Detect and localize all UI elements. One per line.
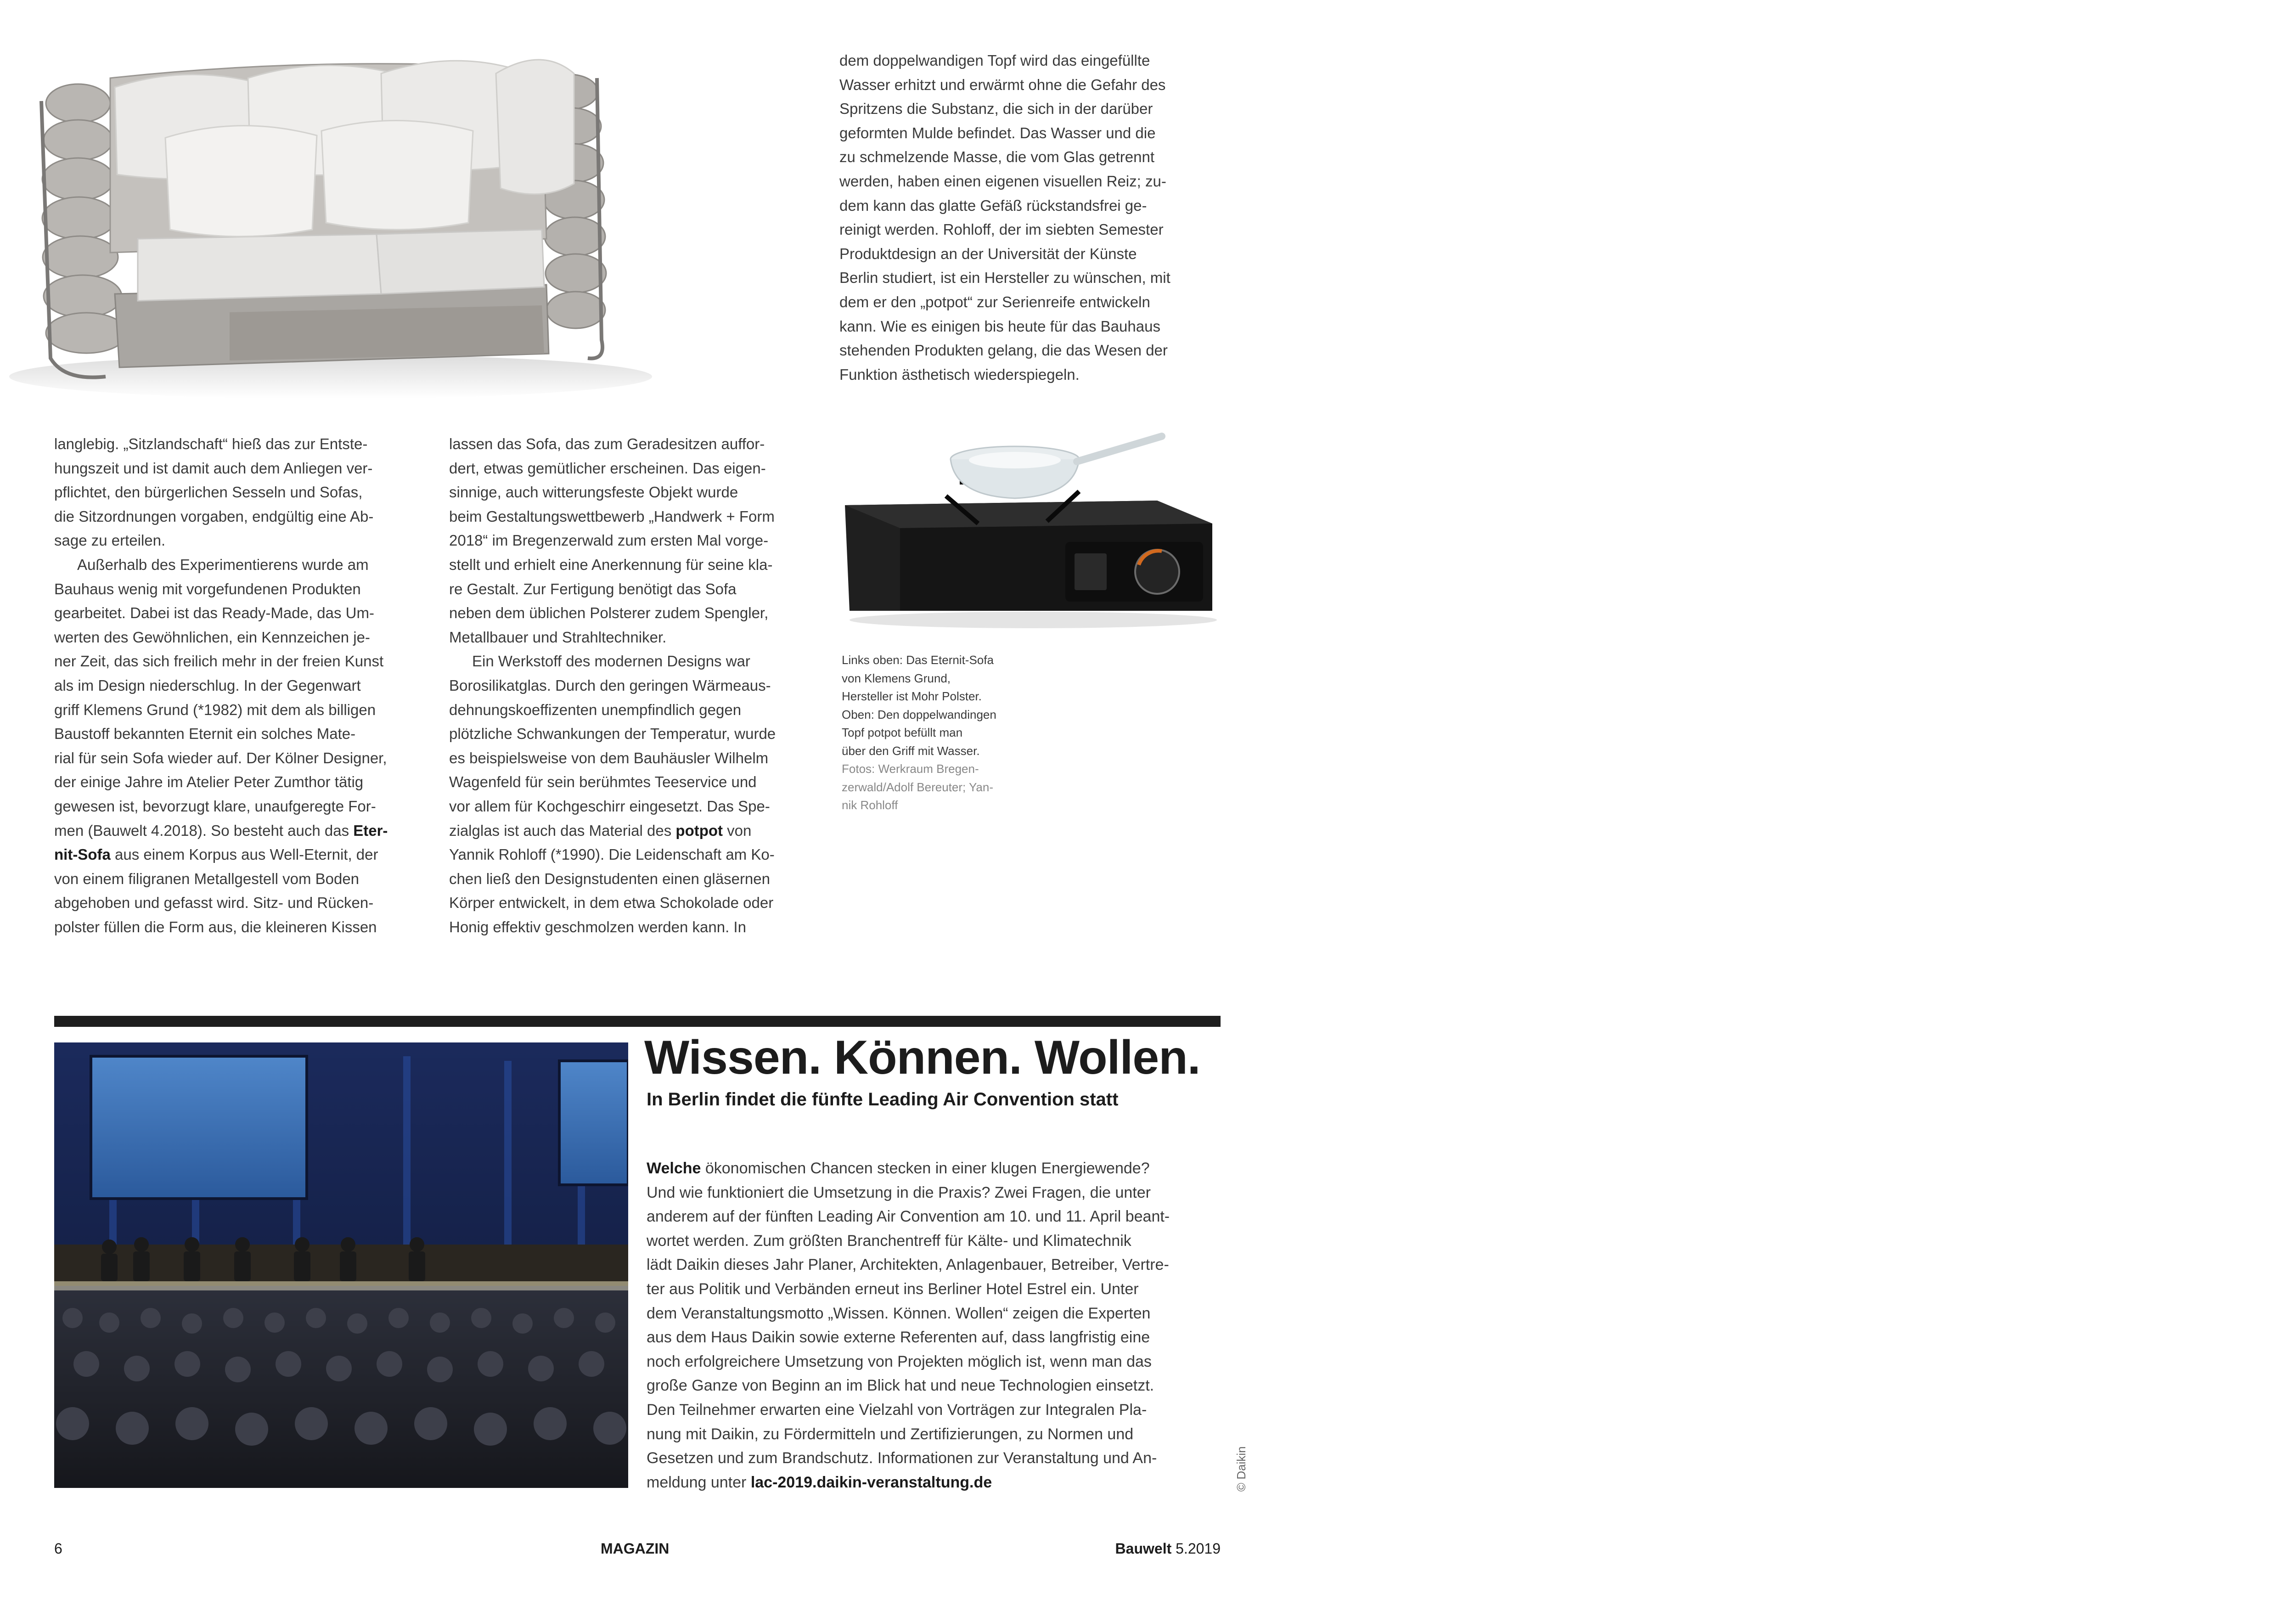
page-number: 6 — [54, 1540, 62, 1557]
photo-credit-daikin: © Daikin — [1234, 1446, 1248, 1492]
publication-info — [1115, 1539, 1221, 1558]
article-subheadline: In Berlin findet die fünfte Leading Air Convention statt — [647, 1089, 1119, 1110]
photo-credits: Fotos: Werkraum Bregen- zerwald/Adolf Bereuter; Yan- nik Rohloff — [842, 762, 993, 812]
article-column-left — [54, 432, 433, 939]
article-headline: Wissen. Können. Wollen. — [644, 1031, 1200, 1084]
highlight-eternit-sofa: nit-Sofa — [54, 846, 111, 863]
section-divider — [54, 1016, 1221, 1027]
article-paragraph: Welche ökonomischen Chancen stecken in einer klugen Energiewende? Und wie funktioniert die Umsetzung in die Praxis? Zwei Fragen, die unter anderem auf der fünften Leading Air Convention am 10. und 11. April beant- wortet werden. Zum größten Branchentreff für Kälte- und Klimatechnik lädt Daikin dieses Jahr Planer, Architekten, Anlagenbauer, Betreiber, Vertre- ter aus Politik und Verbänden erneut ins Berliner Hotel Estrel ein. Unter dem Veranstaltungsmotto „Wissen. Können. Wollen“ zeigen die Experten aus dem Haus Daikin sowie externe Referenten auf, dass langfristig eine noch erfolgreichere Umsetzung von Projekten möglich ist, wenn man das große Ganze von Beginn an im Blick hat und neue Technologien einsetzt. Den Teilnehmer erwarten eine Vielzahl von Vorträgen zur Integralen Pla- nung mit Daikin, zu Fördermitteln und Zertifizierungen, zu Normen und Gesetzen und zum Brandschutz. Informationen zur Veranstaltung und An- meldung unter lac-2019.daikin-veranstaltung.de — [647, 1160, 1170, 1491]
highlight-eternit-sofa: Eter- — [353, 822, 388, 839]
event-url[interactable]: lac-2019.daikin-veranstaltung.de — [750, 1473, 992, 1491]
eternit-sofa-image — [0, 37, 652, 404]
lead-word: Welche — [647, 1160, 701, 1177]
article-body — [647, 1156, 1218, 1494]
column-paragraph: langlebig. „Sitzlandschaft“ hieß das zur Entste- hungszeit und ist damit auch dem Anliegen ver- pflichtet, den bürgerlichen Sesseln und Sofas, die Sitzordnungen vorgaben, endgültig eine Ab- sage zu erteilen. — [54, 435, 374, 549]
image-caption: Links oben: Das Eternit-Sofa von Klemens Grund, Hersteller ist Mohr Polster. Oben: Den doppelwandingen Topf potpot befüllt man über den Griff mit Wasser. Fotos: Werkraum Bregen- zerwald/Adolf Bereuter; Yan- nik Rohloff — [842, 653, 996, 812]
potpot-stove-image — [840, 427, 1217, 629]
column-paragraph: dem doppelwandigen Topf wird das eingefüllte Wasser erhitzt und erwärmt ohne die Gefahr des Spritzens die Substanz, die sich in der darüber geformten Mulde befindet. Das Wasser und die zu schmelzende Masse, die vom Glas getrennt werden, haben einen eigenen visuellen Reiz; zu- dem kann das glatte Gefäß rückstandsfrei ge- reinigt werden. Rohloff, der im siebten Semester Produktdesign an der Universität der Künste Berlin studiert, ist ein Hersteller zu wünschen, mit dem er den „potpot“ zur Serienreife entwickeln kann. Wie es einigen bis heute für das Bauhaus stehenden Produkten gelang, die das Wesen der Funktion ästhetisch wiederspiegeln. — [839, 52, 1171, 383]
article-column-top — [839, 49, 1221, 387]
column-paragraph: Außerhalb des Experimentierens wurde am Bauhaus wenig mit vorgefundenen Produkten gearbeitet. Dabei ist das Ready-Made, das Um- werten des Gewöhnlichen, ein Kennzeichen je- ner Zeit, das sich freilich mehr in der freien Kunst als im Design niederschlug. In der Gegenwart griff Klemens Grund (*1982) mit dem als billigen Baustoff bekannten Eternit ein solches Mate- rial für sein Sofa wieder auf. Der Kölner Designer, der einige Jahre im Atelier Peter Zumthor tätig gewesen ist, bevorzugt klare, unaufgeregte For- men (Bauwelt 4.2018). So besteht auch das Eter- nit-Sofa aus einem Korpus aus Well-Eternit, der von einem filigranen Metallgestell vom Boden abgehoben und gefasst wird. Sitz- und Rücken- polster füllen die Form aus, die kleineren Kissen — [54, 556, 388, 935]
publication-name: Bauwelt — [1115, 1540, 1172, 1557]
column-paragraph: Ein Werkstoff des modernen Designs war Borosilikatglas. Durch den geringen Wärmeaus- dehnungskoeffizenten unempfindlich gegen plötzliche Schwankungen der Temperatur, wurde es beispielsweise von dem Bauhäusler Wilhelm Wagenfeld für sein berühmtes Teeservice und vor allem für Kochgeschirr eingesetzt. Das Spe- zialglas ist auch das Material des potpot von Yannik Rohloff (*1990). Die Leidenschaft am Ko- chen ließ den Designstudenten einen gläsernen Körper entwickelt, in dem etwa Schokolade oder Honig effektiv geschmolzen werden kann. In — [449, 653, 776, 935]
section-label: MAGAZIN — [601, 1540, 670, 1557]
article-column-middle — [449, 432, 828, 939]
conference-photo — [54, 1042, 628, 1488]
column-paragraph: lassen das Sofa, das zum Geradesitzen auffor- dert, etwas gemütlicher erscheinen. Das eigen- sinnige, auch witterungsfeste Objekt wurde beim Gestaltungswettbewerb „Handwerk + Form 2018“ im Bregenzerwald zum ersten Mal vorge- stellt und erhielt eine Anerkennung für seine kla- re Gestalt. Zur Fertigung benötigt das Sofa neben dem üblichen Polsterer zudem Spengler, Metallbauer und Strahltechniker. — [449, 435, 775, 646]
issue-number: 5.2019 — [1176, 1540, 1221, 1557]
highlight-potpot: potpot — [675, 822, 723, 839]
